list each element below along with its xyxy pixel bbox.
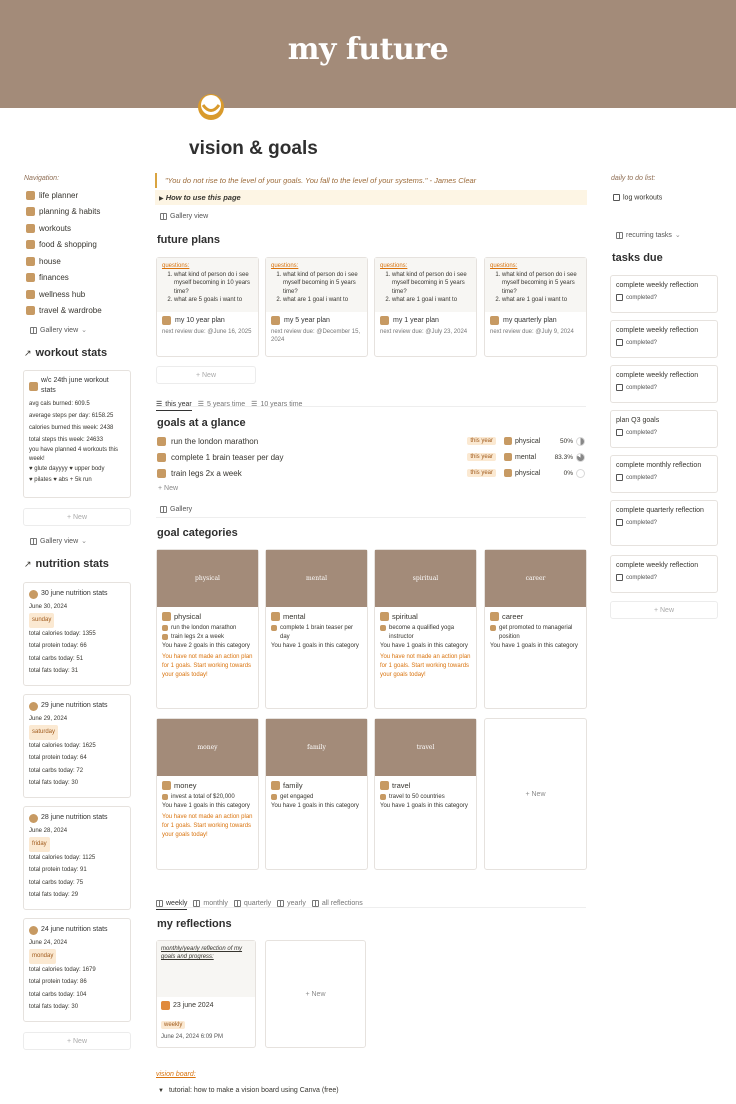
action-plan-warning: You have not made an action plan for 1 goals. Start working towards your goals today! [162, 814, 253, 838]
nav-gallery-view[interactable]: Gallery view ⌄ [30, 326, 87, 334]
list-icon: ☰ [156, 401, 163, 408]
task-completed[interactable]: completed? [616, 429, 712, 436]
task-card[interactable]: complete monthly reflection completed? [610, 455, 718, 493]
goals-heading: goals at a glance [157, 417, 246, 429]
reflection-tab[interactable]: all reflections [312, 900, 363, 907]
goal-row[interactable]: run the london marathon this year physical 50% [157, 434, 585, 448]
reflection-card[interactable] [156, 940, 256, 1048]
brain-icon [157, 453, 166, 462]
plan-due: next review due: @December 15, 2024 [271, 329, 361, 343]
grid-icon [156, 900, 163, 907]
goal-icon [271, 625, 277, 631]
protein-line: total protein today: 91 [29, 867, 87, 873]
grid-icon [30, 327, 37, 334]
task-card[interactable]: complete weekly reflection completed? [610, 275, 718, 313]
temple-icon [380, 612, 389, 621]
grid-icon [160, 213, 167, 220]
goal-count: You have 1 goals in this category [490, 643, 578, 649]
workout-line: you have planned 4 workouts this week! [29, 447, 119, 462]
checkbox[interactable] [616, 339, 623, 346]
goal-tab[interactable]: ☰ 5 years time [197, 400, 246, 408]
future-gallery-view[interactable]: Gallery view [160, 213, 208, 220]
list-icon: ☰ [251, 401, 258, 408]
protein-line: total protein today: 66 [29, 643, 87, 649]
task-card[interactable]: plan Q3 goals completed? [610, 410, 718, 448]
goal-count: You have 1 goals in this category [271, 803, 359, 809]
nutrition-card[interactable] [23, 582, 131, 686]
plan-name: my 5 year plan [266, 312, 367, 327]
list-icon: ☰ [197, 401, 205, 408]
goal-icon [380, 625, 386, 631]
task-card[interactable]: complete quarterly reflection completed? [610, 500, 718, 546]
cover-banner [0, 0, 736, 108]
categories-new-card[interactable]: + New [484, 718, 587, 870]
reflection-tag: weekly [161, 1021, 185, 1029]
goal-count: You have 1 goals in this category [380, 803, 468, 809]
category-goal: become a qualified yoga instructor [380, 624, 471, 642]
day-tag: saturday [29, 725, 58, 740]
grid-icon [312, 900, 319, 907]
progress-ring [576, 437, 585, 446]
plan-name: my 1 year plan [375, 312, 476, 327]
category-icon [504, 437, 512, 445]
workout-card-title: w/c 24th june workout stats [29, 376, 125, 396]
globe-icon [162, 316, 171, 325]
book-icon [26, 191, 35, 200]
square-icon [490, 316, 499, 325]
carbs-line: total carbs today: 75 [29, 879, 84, 886]
nav-item[interactable]: finances [26, 270, 136, 287]
categories-gallery-tab[interactable]: Gallery [160, 506, 192, 513]
tasks-new-button[interactable]: + New [610, 601, 718, 619]
nutrition-date: June 24, 2024 [29, 939, 68, 946]
category-name: money [162, 781, 253, 790]
day-tag: monday [29, 949, 56, 964]
grid-icon [193, 900, 200, 907]
goal-icon [162, 634, 168, 640]
category-goal: get engaged [271, 793, 362, 802]
plan-questions: questions: 1. what kind of person do i see myself becoming in 5 years time? 2. what are 1 goal i want to [485, 258, 586, 312]
fats-line: total fats today: 30 [29, 1004, 79, 1010]
calendar-icon [161, 1001, 170, 1010]
plan-name: my quarterly plan [485, 312, 586, 327]
plane-icon [380, 781, 389, 790]
muscle-icon [29, 382, 38, 391]
checkbox[interactable] [616, 429, 623, 436]
workout-line: avg cals burned: 609.5 [29, 401, 90, 407]
goal-icon [490, 625, 496, 631]
chart-icon [490, 612, 499, 621]
yoga-icon [26, 290, 35, 299]
plan-due: next review due: @July 9, 2024 [490, 329, 574, 335]
calendar-icon [380, 316, 389, 325]
checkbox[interactable] [616, 474, 623, 481]
goal-tab[interactable]: ☰ 10 years time [251, 400, 303, 408]
action-plan-warning: You have not made an action plan for 1 goals. Start working towards your goals today! [162, 654, 253, 678]
category-name: mental [271, 612, 362, 621]
category-name: travel [380, 781, 471, 790]
workout-tags-2: ♥ pilates ♥ abs + 5k run [29, 477, 92, 483]
category-name: physical [162, 612, 253, 621]
plan-due: next review due: @June 16, 2025 [162, 329, 252, 335]
calories-line: total calories today: 1679 [29, 966, 96, 973]
reflection-tab[interactable]: yearly [277, 900, 306, 907]
reflection-tab[interactable]: quarterly [234, 900, 271, 907]
timeframe-tag: this year [467, 453, 496, 461]
workout-tags: ♥ glute dayyyy ♥ upper body [29, 466, 105, 472]
nutrition-new-button[interactable]: + New [23, 1032, 131, 1050]
goal-count: You have 1 goals in this category [271, 643, 359, 649]
dumbbell-icon [162, 612, 171, 621]
calories-line: total calories today: 1355 [29, 630, 96, 637]
category-goal: complete 1 brain teaser per day [271, 624, 362, 642]
basket-icon [26, 240, 35, 249]
carbs-line: total carbs today: 72 [29, 767, 84, 774]
goal-categories-heading: goal categories [157, 527, 238, 539]
smiley-logo-icon [194, 92, 228, 122]
calories-line: total calories today: 1125 [29, 854, 96, 861]
goal-count: You have 1 goals in this category [380, 643, 468, 649]
fats-line: total fats today: 31 [29, 668, 79, 674]
plan-questions: questions: 1. what kind of person do i see myself becoming in 10 years time? 2. what are 5 goals i want to [157, 258, 258, 312]
category-goal: invest a total of $20,000 [162, 793, 253, 802]
action-plan-warning: You have not made an action plan for 1 goals. Start working towards your goals today! [380, 654, 471, 678]
pin-icon [26, 207, 35, 216]
workout-line: total steps this week: 24633 [29, 437, 104, 443]
grid-icon [234, 900, 241, 907]
goal-count: You have 1 goals in this category [162, 803, 250, 809]
task-card[interactable]: complete weekly reflection completed? [610, 365, 718, 403]
daily-todo-label: daily to do list: [611, 175, 656, 182]
checkbox[interactable] [613, 194, 620, 201]
nav-item[interactable]: house [26, 253, 136, 270]
nutrition-date: June 30, 2024 [29, 603, 68, 610]
how-to-toggle[interactable]: ▶ How to use this page [155, 190, 587, 205]
carbs-line: total carbs today: 104 [29, 991, 87, 998]
goal-tab[interactable]: ☰ this year [156, 400, 192, 411]
grid-icon [30, 538, 37, 545]
future-plan-card[interactable] [484, 257, 587, 357]
divider [156, 517, 586, 518]
plan-due: next review due: @July 23, 2024 [380, 329, 468, 335]
category-card[interactable] [265, 718, 368, 870]
plan-questions: questions: 1. what kind of person do i see myself becoming in 5 years time? 2. what are 1 goal i want to [266, 258, 367, 312]
checkbox[interactable] [616, 574, 623, 581]
progress-ring [576, 469, 585, 478]
task-completed[interactable]: completed? [616, 474, 712, 481]
workout-line: calories burned this week: 2438 [29, 425, 114, 431]
workout-stats-heading: ↗ workout stats [24, 347, 108, 359]
goal-count: You have 2 goals in this category [162, 643, 250, 649]
nutrition-card-title: 30 june nutrition stats [29, 588, 125, 601]
goal-icon [162, 625, 168, 631]
navigation-label: Navigation: [24, 175, 60, 182]
workout-stats-card[interactable] [23, 370, 131, 498]
protein-line: total protein today: 64 [29, 755, 87, 761]
nutrition-card[interactable] [23, 694, 131, 798]
future-plans-heading: future plans [157, 234, 220, 246]
plan-questions: questions: 1. what kind of person do i see myself becoming in 5 years time? 2. what are 1 goal i want to [375, 258, 476, 312]
grid-icon [616, 232, 623, 239]
goal-row[interactable]: complete 1 brain teaser per day this year mental 83.3% [157, 450, 585, 464]
category-cover: physical [157, 550, 258, 607]
category-name: spiritual [380, 612, 471, 621]
goals-new-button[interactable]: + New [158, 485, 179, 492]
navigation-list [26, 187, 136, 319]
reflections-new-card[interactable]: + New [265, 940, 366, 1048]
carbs-line: total carbs today: 51 [29, 655, 84, 662]
category-name: family [271, 781, 362, 790]
cover-title: my future [287, 31, 449, 67]
vision-board-label: vision board: [156, 1071, 196, 1078]
task-card[interactable]: complete weekly reflection completed? [610, 555, 718, 593]
nav-item[interactable]: life planner [26, 187, 136, 204]
category-name: career [490, 612, 581, 621]
task-card[interactable]: complete weekly reflection completed? [610, 320, 718, 358]
money-icon [162, 781, 171, 790]
nav-item[interactable]: travel & wardrobe [26, 303, 136, 320]
triangle-down-icon: ▼ [158, 1087, 164, 1094]
page-title: vision & goals [189, 138, 318, 159]
category-icon [504, 453, 512, 461]
reflections-heading: my reflections [157, 918, 232, 930]
task-completed[interactable]: completed? [616, 519, 712, 526]
brain-icon [271, 612, 280, 621]
quote-callout: "You do not rise to the level of your goals. You fall to the level of your systems." - James Clear [155, 173, 587, 188]
plan-name: my 10 year plan [157, 312, 258, 327]
recurring-tasks-view[interactable]: recurring tasks ⌄ [616, 231, 681, 239]
day-tag: sunday [29, 613, 54, 628]
day-tag: friday [29, 837, 50, 852]
workout-card-lines [29, 398, 125, 464]
category-goal: train legs 2x a week [162, 633, 253, 642]
food-icon [29, 702, 38, 711]
category-cover: mental [266, 550, 367, 607]
nutrition-card-title: 24 june nutrition stats [29, 924, 125, 937]
goal-row[interactable]: train legs 2x a week this year physical 0% [157, 466, 585, 480]
suitcase-icon [26, 306, 35, 315]
workout-new-button[interactable]: + New [23, 508, 131, 526]
nav-item[interactable]: food & shopping [26, 237, 136, 254]
nutrition-date: June 28, 2024 [29, 827, 68, 834]
daily-todo-item[interactable]: log workouts [613, 194, 662, 201]
nutrition-card-title: 28 june nutrition stats [29, 812, 125, 825]
dumbbell-icon [26, 224, 35, 233]
food-icon [29, 590, 38, 599]
tasks-due-heading: tasks due [612, 252, 663, 264]
future-plan-card[interactable] [156, 257, 259, 357]
nav-item[interactable]: wellness hub [26, 286, 136, 303]
nutrition-stats-heading: ↗ nutrition stats [24, 558, 109, 570]
grid-icon [160, 506, 167, 513]
arrow-link-icon: ↗ [24, 558, 32, 569]
calories-line: total calories today: 1625 [29, 742, 96, 749]
category-cover: family [266, 719, 367, 776]
future-plan-card[interactable] [374, 257, 477, 357]
triangle-right-icon: ▶ [159, 196, 164, 202]
nutrition-gallery-view[interactable]: Gallery view ⌄ [30, 537, 87, 545]
reflection-tab[interactable]: weekly [156, 900, 187, 910]
checkbox[interactable] [616, 294, 623, 301]
category-card[interactable] [156, 549, 259, 709]
category-goal: get promoted to managerial position [490, 624, 581, 642]
family-icon [271, 781, 280, 790]
category-card[interactable] [484, 549, 587, 709]
task-completed[interactable]: completed? [616, 339, 712, 346]
arrow-link-icon: ↗ [24, 347, 32, 358]
timeframe-tag: this year [467, 469, 496, 477]
runner-icon [157, 437, 166, 446]
goal-tabs [156, 393, 586, 407]
nav-item[interactable]: planning & habits [26, 204, 136, 221]
reflection-tabs [156, 894, 586, 908]
food-icon [29, 926, 38, 935]
reflection-name: 23 june 2024 [157, 997, 255, 1010]
protein-line: total protein today: 86 [29, 979, 87, 985]
future-plan-card[interactable] [265, 257, 368, 357]
reflection-tab[interactable]: monthly [193, 900, 228, 907]
category-icon [504, 469, 512, 477]
task-completed[interactable]: completed? [616, 574, 712, 581]
nutrition-card-title: 29 june nutrition stats [29, 700, 125, 713]
task-completed[interactable]: completed? [616, 294, 712, 301]
progress-ring [576, 453, 585, 462]
nutrition-card[interactable] [23, 806, 131, 910]
reflection-preview: monthly/yearly reflection of my goals and progress: [157, 941, 255, 997]
food-icon [29, 814, 38, 823]
task-completed[interactable]: completed? [616, 384, 712, 391]
house-icon [26, 257, 35, 266]
category-cover: money [157, 719, 258, 776]
category-cover: spiritual [375, 550, 476, 607]
reflection-date: June 24, 2024 6:09 PM [161, 1034, 224, 1040]
money-icon [26, 273, 35, 282]
nav-item[interactable]: workouts [26, 220, 136, 237]
category-card[interactable] [374, 718, 477, 870]
vision-board-toggle[interactable]: ▼ tutorial: how to make a vision board using Canva (free) [158, 1087, 339, 1094]
category-goal: travel to 50 countries [380, 793, 471, 802]
goal-icon [380, 794, 386, 800]
grid-icon [277, 900, 284, 907]
fats-line: total fats today: 29 [29, 892, 79, 898]
checkbox[interactable] [616, 519, 623, 526]
nutrition-card[interactable] [23, 918, 131, 1022]
checkbox[interactable] [616, 384, 623, 391]
category-card[interactable] [156, 718, 259, 870]
category-cover: career [485, 550, 586, 607]
fats-line: total fats today: 30 [29, 780, 79, 786]
calendar-icon [271, 316, 280, 325]
category-goal: run the london marathon [162, 624, 253, 633]
timeframe-tag: this year [467, 437, 496, 445]
workout-line: average steps per day: 6158.25 [29, 413, 114, 419]
dumbbell-icon [157, 469, 166, 478]
goal-icon [162, 794, 168, 800]
category-cover: travel [375, 719, 476, 776]
category-card[interactable] [265, 549, 368, 709]
nutrition-date: June 29, 2024 [29, 715, 68, 722]
goal-icon [271, 794, 277, 800]
category-card[interactable] [374, 549, 477, 709]
future-new-button[interactable]: + New [156, 366, 256, 384]
